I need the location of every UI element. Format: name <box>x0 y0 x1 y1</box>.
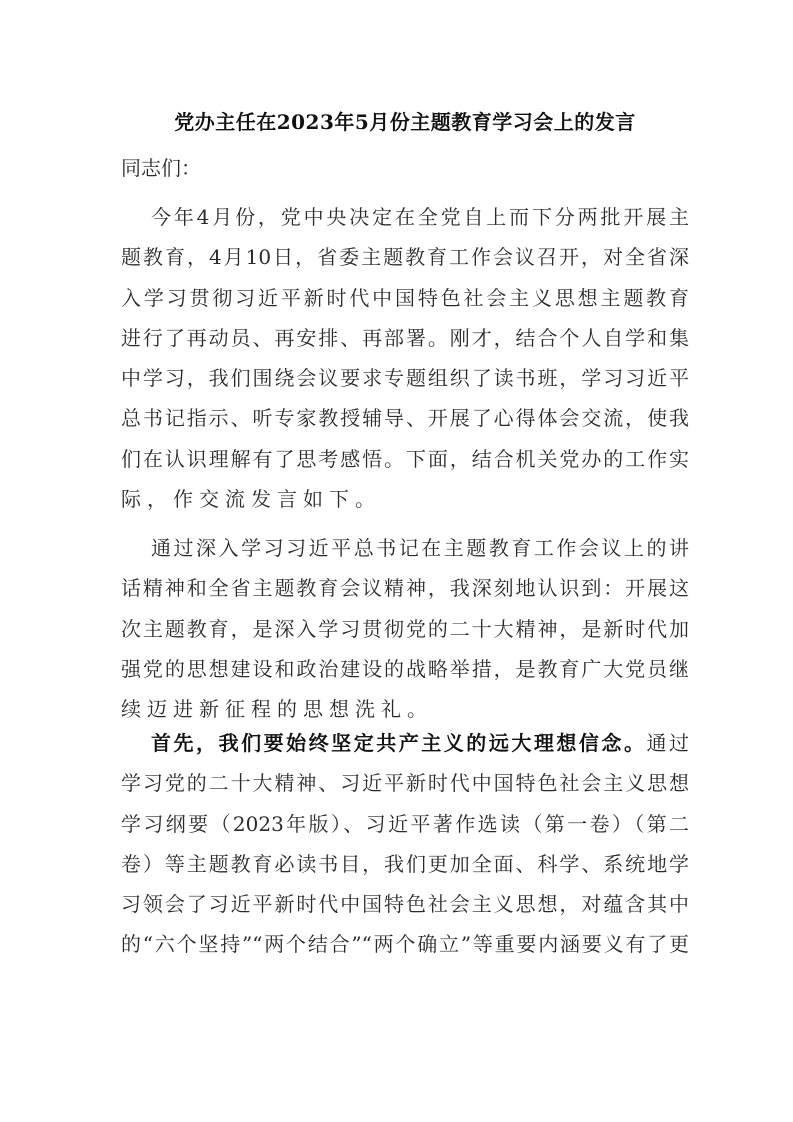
text-line: 续迈进新征程的思想洗礼。 <box>121 697 433 722</box>
paragraph-2 <box>121 533 689 734</box>
text-line: 中学习，我们围绕会议要求专题组织了读书班，学习习近平 <box>121 366 689 391</box>
text-line: 卷）等主题教育必读书目，我们更加全面、科学、系统地学 <box>121 851 689 876</box>
lead-continuation: 通过 <box>646 731 690 755</box>
text-line: 强党的思想建设和政治建设的战略举措，是教育广大党员继 <box>121 656 689 681</box>
paragraph-3 <box>121 728 689 970</box>
text-line: 通过深入学习习近平总书记在主题教育工作会议上的讲 <box>151 536 689 560</box>
text-line: 际，作交流发言如下。 <box>121 487 381 512</box>
salutation: 同志们： <box>121 156 201 180</box>
text-line: 学习纲要（2023年版）、习近平著作选读（第一卷）（第二 <box>121 811 689 836</box>
document-title: 党办主任在2023年5月份主题教育学习会上的发言 <box>174 110 636 134</box>
text-line: 的“六个坚持”“两个结合”“两个确立”等重要内涵要义有了更 <box>121 932 689 957</box>
text-line: 进行了再动员、再安排、再部署。刚才，结合个人自学和集 <box>121 325 689 350</box>
text-line: 总书记指示、听专家教授辅导、开展了心得体会交流，使我 <box>121 406 689 431</box>
text-line: 次主题教育，是深入学习贯彻党的二十大精神，是新时代加 <box>121 616 689 641</box>
text-line <box>121 728 689 768</box>
text-line: 题教育，4月10日，省委主题教育工作会议召开，对全省深 <box>121 245 689 270</box>
text-line: 学习党的二十大精神、习近平新时代中国特色社会主义思想 <box>121 771 689 796</box>
text-line: 习领会了习近平新时代中国特色社会主义思想，对蕴含其中 <box>121 892 689 917</box>
bold-lead-sentence: 首先，我们要始终坚定共产主义的远大理想信念。 <box>151 731 647 755</box>
text-line: 入学习贯彻习近平新时代中国特色社会主义思想主题教育 <box>121 285 689 310</box>
paragraph-1 <box>121 202 689 524</box>
text-line: 话精神和全省主题教育会议精神，我深刻地认识到：开展这 <box>121 576 689 601</box>
text-line: 今年4月份，党中央决定在全党自上而下分两批开展主 <box>151 205 689 229</box>
text-line: 们在认识理解有了思考感悟。下面，结合机关党办的工作实 <box>121 446 689 471</box>
